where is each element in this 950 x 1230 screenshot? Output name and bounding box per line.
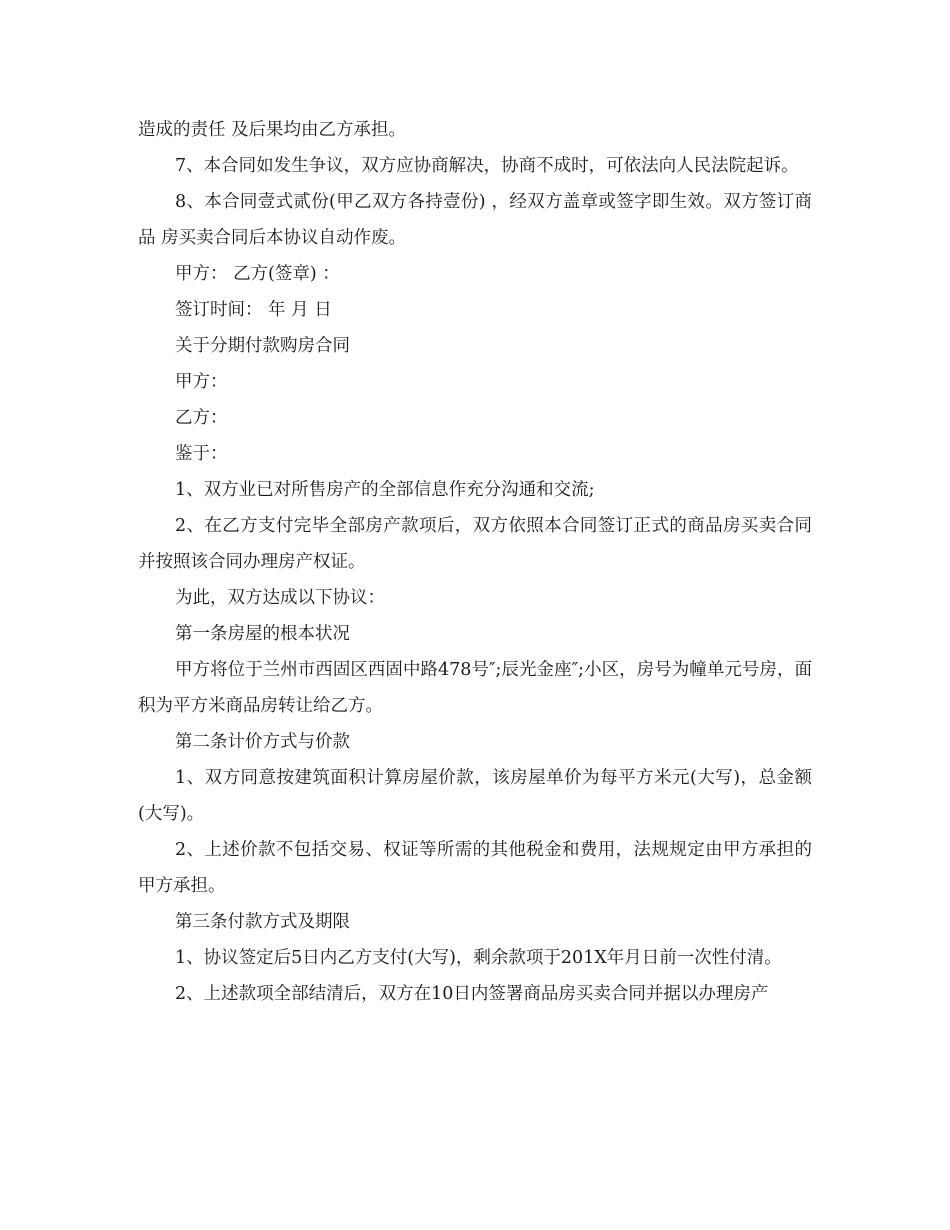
paragraph: 8、本合同壹式贰份(甲乙双方各持壹份) ，经双方盖章或签字即生效。双方签订商品 房买卖合同后本协议自动作废。: [138, 192, 812, 248]
paragraph: 为此，双方达成以下协议：: [175, 588, 385, 608]
contract-title: 关于分期付款购房合同: [175, 336, 350, 356]
paragraph: 造成的责任 及后果均由乙方承担。: [138, 120, 407, 140]
party-a-line: 甲方：: [175, 372, 228, 392]
party-b-line: 乙方：: [175, 408, 228, 428]
paragraph: 7、本合同如发生争议，双方应协商解决，协商不成时，可依法向人民法院起诉。: [175, 156, 799, 176]
paragraph: 1、协议签定后5日内乙方支付(大写)，剩余款项于201X年月日前一次性付清。: [175, 948, 782, 968]
whereas-heading: 鉴于：: [175, 444, 228, 464]
signing-date-line: 签订时间： 年 月 日: [175, 300, 332, 320]
paragraph: 1、双方业已对所售房产的全部信息作充分沟通和交流;: [175, 480, 595, 500]
paragraph: 2、在乙方支付完毕全部房产款项后，双方依照本合同签订正式的商品房买卖合同并按照该合同办理房产权证。: [138, 516, 812, 572]
article-heading: 第一条房屋的根本状况: [175, 624, 350, 644]
signature-line: 甲方： 乙方(签章) ：: [175, 264, 340, 284]
paragraph: 2、上述价款不包括交易、权证等所需的其他税金和费用，法规规定由甲方承担的甲方承担。: [138, 840, 812, 896]
paragraph: 甲方将位于兰州市西固区西固中路478号″;辰光金座″;小区，房号为幢单元号房，面积为平方米商品房转让给乙方。: [138, 660, 812, 716]
article-heading: 第二条计价方式与价款: [175, 732, 350, 752]
document-page: [138, 112, 812, 1012]
article-heading: 第三条付款方式及期限: [175, 912, 350, 932]
paragraph: 2、上述款项全部结清后，双方在10日内签署商品房买卖合同并据以办理房产: [175, 984, 769, 1004]
paragraph: 1、双方同意按建筑面积计算房屋价款，该房屋单价为每平方米元(大写)，总金额(大写)。: [138, 768, 812, 824]
